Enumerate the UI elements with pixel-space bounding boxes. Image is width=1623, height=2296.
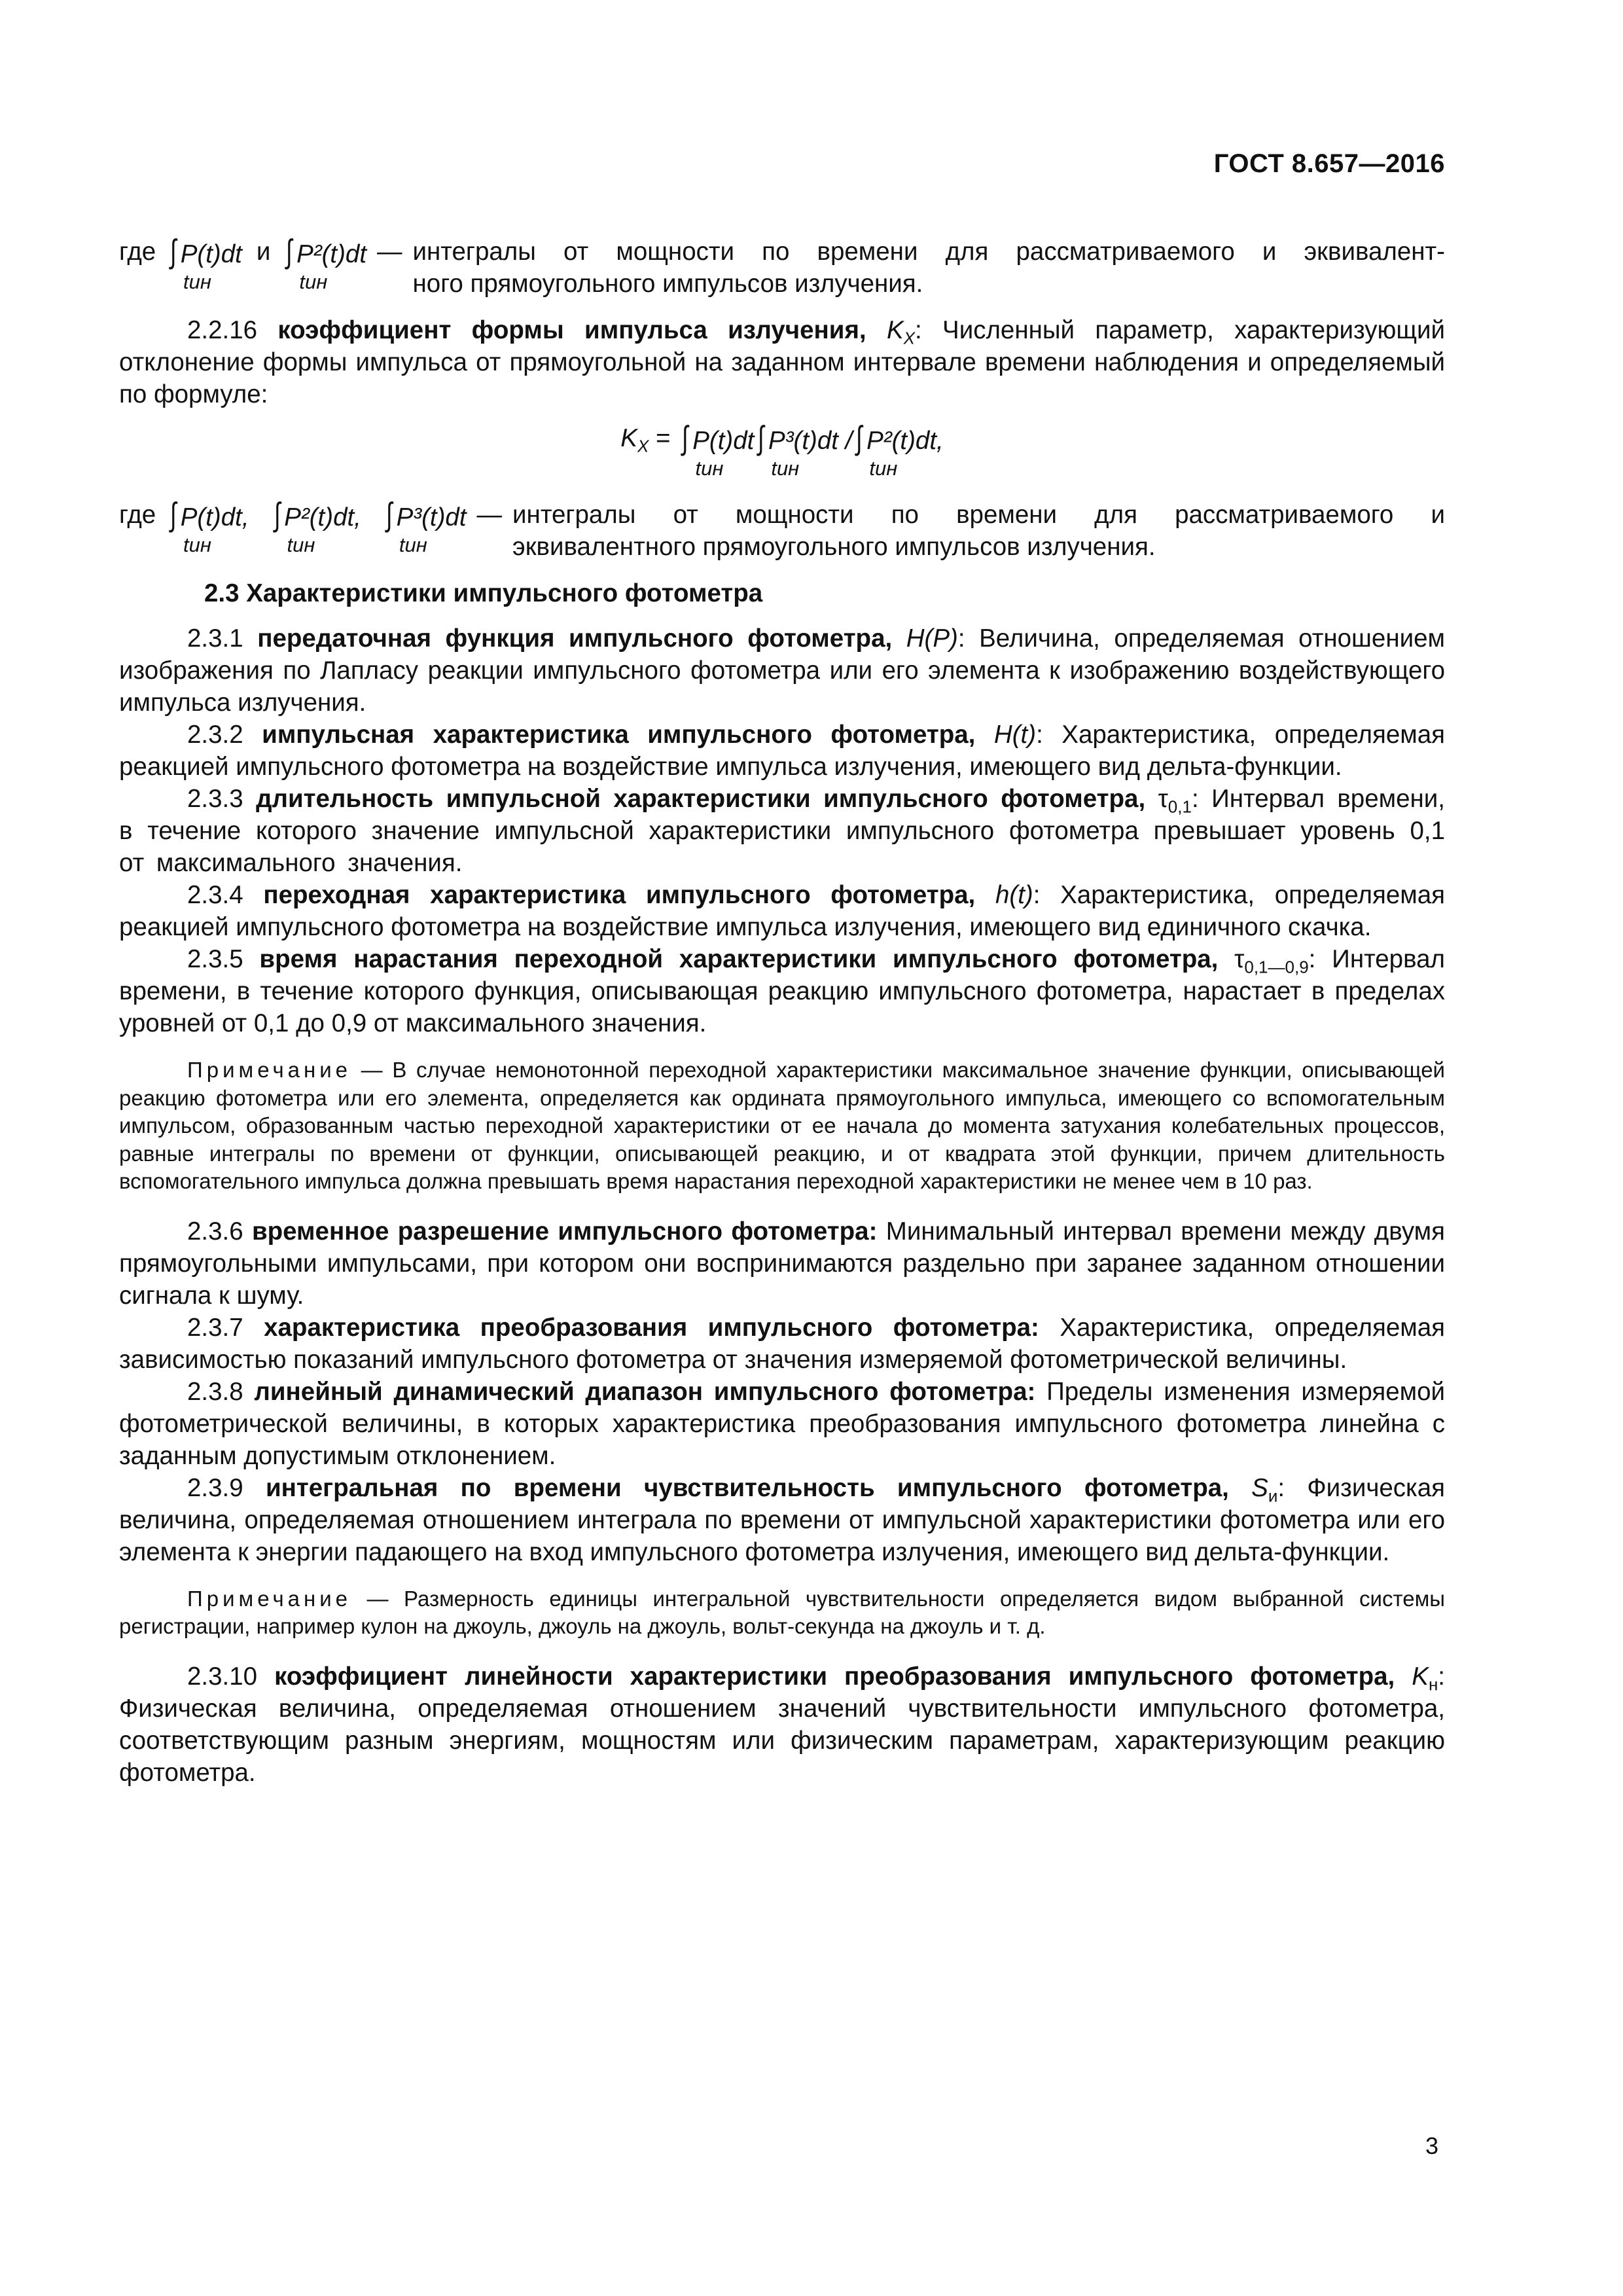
formula-explanation-1: где ∫ P(t)dt tин и ∫ P²(t)dt tин — интегралы от мощности по времени для рассматриваемого и эквивалент- ного прямоугольного импульсов излучения. xyxy=(119,236,1445,300)
definition-2-3-4: 2.3.4 переходная характеристика импульсного фотометра, h(t): Характеристика, определяемая реакцией импульсного фотометра на воздействие импульса излучения, имеющего вид единичного скачка. xyxy=(119,881,1446,941)
page-number: 3 xyxy=(1425,2132,1438,2159)
definition-2-3-9: 2.3.9 интегральная по времени чувствительность импульсного фотометра, $S_и$: Физическая величина, определяемая отношением интеграла по времени от импульсной характеристики фотометра или его элемента к энергии падающего на вход импульсного фотометра излучения, имеющего вид дельта-функции. xyxy=(119,1473,1445,1566)
integral-sign-icon: ∫ xyxy=(856,420,863,456)
integral-power-squared: ∫ P²(t)dt tин xyxy=(286,233,367,293)
where-label: где xyxy=(119,238,156,266)
definition-2-3-6: 2.3.6 временное разрешение импульсного фотометра: Минимальный интервал времени между двумя прямоугольными импульсами, при котором они воспринимаются раздельно при заранее заданном отношении сигнала к шуму. xyxy=(119,1217,1445,1310)
document-code: ГОСТ 8.657—2016 xyxy=(1213,149,1445,178)
page-content xyxy=(119,233,1446,1789)
definition-2-2-16: 2.2.16 коэффициент формы импульса излучения, $K_X$: Численный параметр, характеризующий отклонение формы импульса от прямоугольной на заданном интервале времени наблюдения и определяемый по формуле: xyxy=(119,316,1446,408)
integral-description: интегралы от мощности по времени для рассматриваемого и эквивалентного прямоугольного импульсов излучения. xyxy=(512,501,1445,561)
integral-sign-icon: ∫ xyxy=(170,233,177,270)
integral-sign-icon: ∫ xyxy=(274,496,281,533)
integral-sign-icon: ∫ xyxy=(758,420,764,456)
definition-2-3-3: 2.3.3 длительность импульсной характеристики импульсного фотометра, $\tau_{0,1}$: Интервал времени, в течение которого значение импульсной характеристики импульсного фотометра превышает уровень 0,1 от максимального значения. xyxy=(119,785,1445,877)
where-label: где xyxy=(119,501,156,529)
definition-2-3-2: 2.3.2 импульсная характеристика импульсного фотометра, H(t): Характеристика, определяемая реакцией импульсного фотометра на воздействие импульса излучения, имеющего вид дельта-функции. xyxy=(119,721,1445,781)
note-sensitivity-unit: Примечание — Размерность единицы интегральной чувствительности определяется видом выбранной системы регистрации, например кулон на джоуль, джоуль на джоуль, вольт-секунда на джоуль и т. д. xyxy=(119,1586,1445,1638)
definition-2-3-8: 2.3.8 линейный динамический диапазон импульсного фотометра: Пределы изменения измеряемой фотометрической величины, в которых характеристика преобразования импульсного фотометра линейна с заданным допустимым отклонением. xyxy=(119,1377,1446,1470)
definition-2-3-5: 2.3.5 время нарастания переходной характеристики импульсного фотометра, $\tau_{0,1—0,9}$: Интервал времени, в течение которого функция, описывающая реакцию импульсного фотометра, нарастает в пределах уровней от 0,1 до 0,9 от максимального значения. xyxy=(119,945,1445,1037)
integral-description: интегралы от мощности по времени для рассматриваемого и эквивалент- ного прямоугольного импульсов излучения. xyxy=(412,238,1445,298)
definition-2-3-7: 2.3.7 характеристика преобразования импульсного фотометра: Характеристика, определяемая зависимостью показаний импульсного фотометра от значения измеряемой фотометрической величины. xyxy=(119,1313,1445,1374)
definition-2-3-10: 2.3.10 коэффициент линейности характеристики преобразования импульсного фотометра, $K_н$: Физическая величина, определяемая отношением значений чувствительности импульсного фотометра, соответствующим разным энергиям, мощностям или физическим параметрам, характеризующим реакцию фотометра. xyxy=(119,1662,1445,1787)
integral-power: ∫ P(t)dt tин xyxy=(170,233,242,293)
formula-explanation-2: где ∫ P(t)dt, tин ∫ P²(t)dt, tин ∫ P³(t)dt tин — интегралы от мощности по времени для рассматриваемого и эквивалентного прямоугольного импульсов излучения. xyxy=(119,499,1445,563)
conjunction: и xyxy=(256,238,271,266)
note-transient-response: Примечание — В случае немонотонной переходной характеристики максимальное значение функции, описывающей реакцию фотометра или его элемента, определяется как ордината прямоугольного импульса, имеющего со вспомогательным импульсом, образованным частью переходной характеристики от ее начала до момента затухания колебательных процессов, равные интегралы по времени от функции, описывающей реакцию, и от квадрата этой функции, причем длительность вспомогательного импульса должна превышать время нарастания переходной характеристики не менее чем в 10 раз. xyxy=(119,1058,1445,1193)
integral-sign-icon: ∫ xyxy=(170,496,177,533)
section-heading-2-3: 2.3 Характеристики импульсного фотометра xyxy=(204,579,763,607)
integral-sign-icon: ∫ xyxy=(385,496,393,533)
integral-sign-icon: ∫ xyxy=(286,233,293,270)
integral-sign-icon: ∫ xyxy=(682,420,689,456)
formula-shape-coefficient: $K_X$ = ∫ P(t)dt tин ∫ P³(t)dt / tин ∫ P²(t)dt, tин xyxy=(620,420,944,480)
definition-2-3-1: 2.3.1 передаточная функция импульсного фотометра, H(P): Величина, определяемая отношением изображения по Лапласу реакции импульсного фотометра или его элемента к изображению воздействующего импульса излучения. xyxy=(119,624,1445,717)
